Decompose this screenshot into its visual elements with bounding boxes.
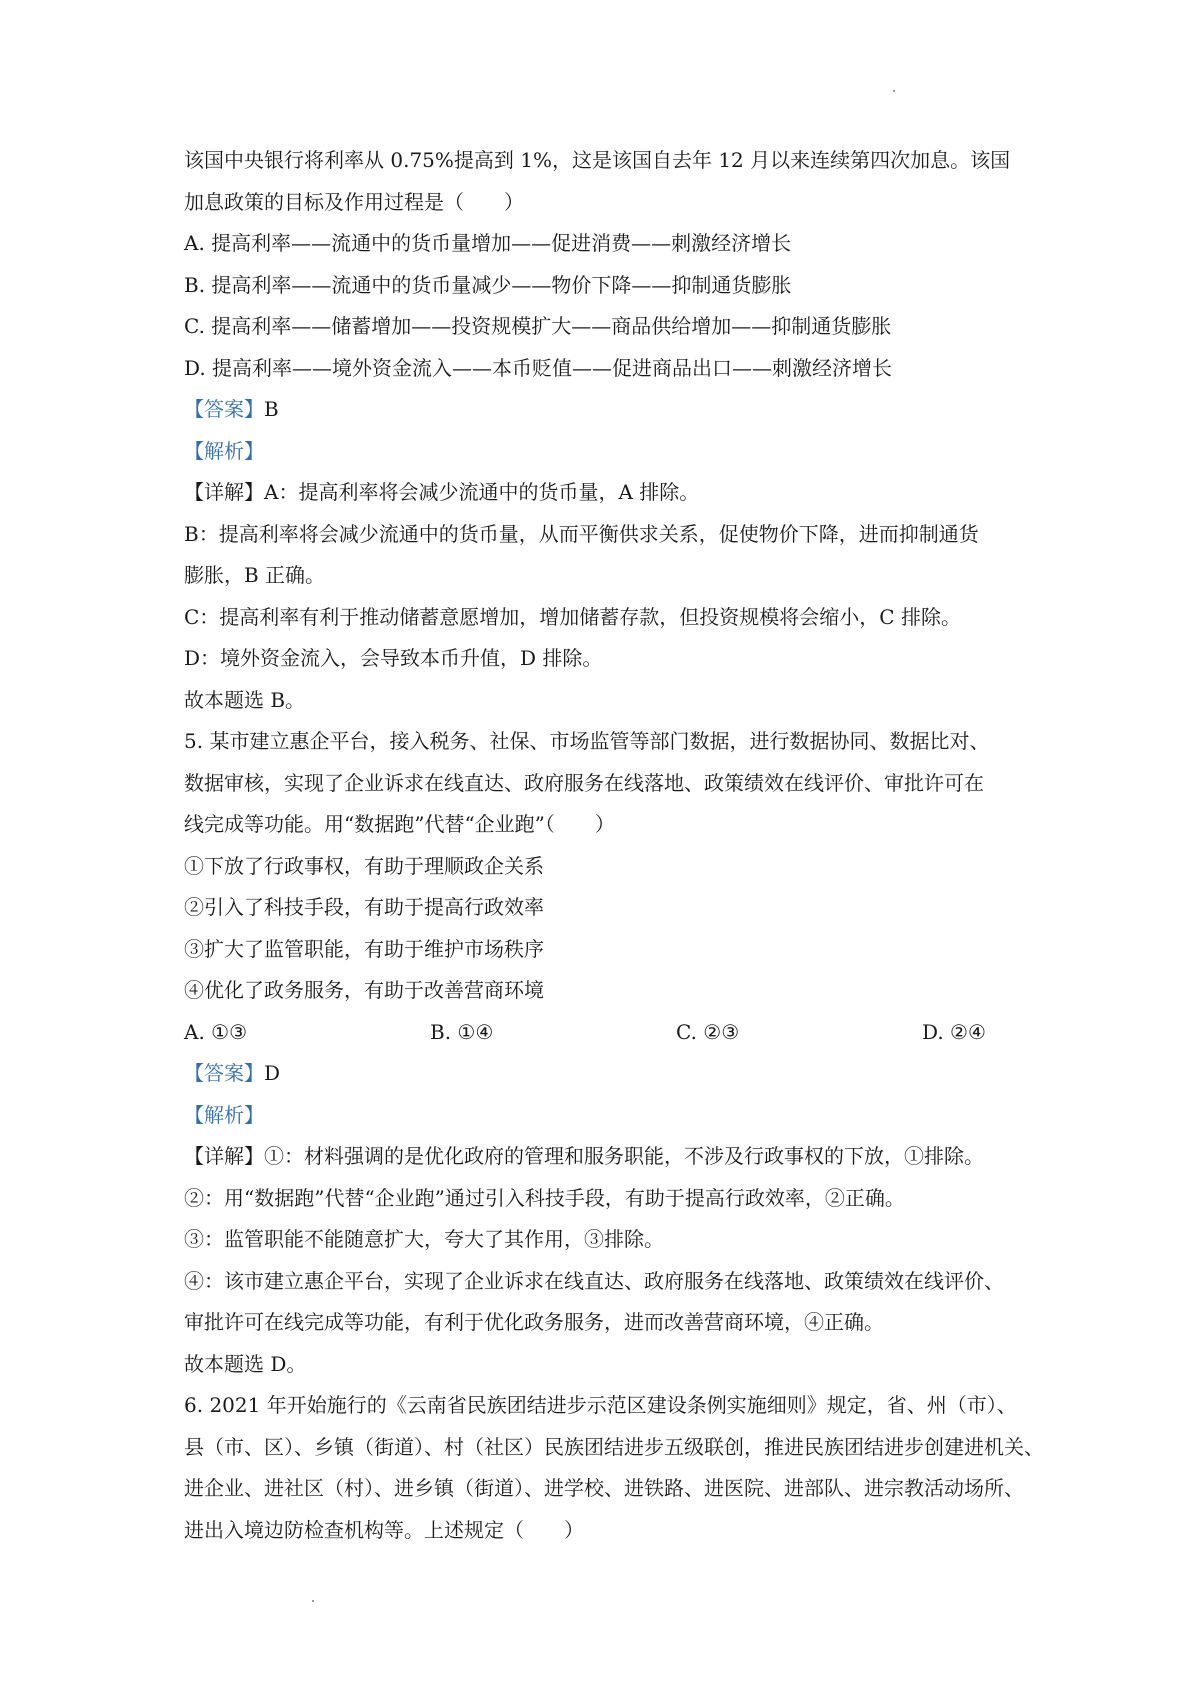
q4-analysis — [184, 431, 1034, 473]
q4-option-d: D. 提高利率——境外资金流入——本币贬值——促进商品出口——刺激经济增长 — [184, 355, 893, 380]
q5-item-4: ④优化了政务服务，有助于改善营商环境 — [184, 978, 544, 1002]
q5-detail-1 — [184, 1136, 1034, 1178]
detail-tag: 【详解】 — [184, 480, 264, 504]
q4-option-c: C. 提高利率——储蓄增加——投资规模扩大——商品供给增加——抑制通货膨胀 — [184, 314, 892, 338]
q6-stem-line4: 进出入境边防检查机构等。上述规定（ ） — [184, 1517, 584, 1542]
q5-detail-2: ②：用“数据跑”代替“企业跑”通过引入科技手段，有助于提高行政效率，②正确。 — [184, 1185, 905, 1210]
detail-text: ①：材料强调的是优化政府的管理和服务职能，不涉及行政事权的下放，①排除。 — [264, 1144, 984, 1168]
q5-detail-4-line2: 审批许可在线完成等功能，有利于优化政务服务，进而改善营商环境，④正确。 — [184, 1310, 884, 1334]
q5-stem-line2: 数据审核，实现了企业诉求在线直达、政府服务在线落地、政策绩效在线评价、审批许可在 — [184, 770, 984, 795]
q4-detail-d: D：境外资金流入，会导致本币升值，D 排除。 — [184, 646, 603, 670]
q5-answer — [184, 1053, 1034, 1095]
q4-stem-line1: 该国中央银行将利率从 0.75%提高到 1%，这是该国自去年 12 月以来连续第四次加息。该国 — [184, 148, 1011, 172]
top-speck — [893, 90, 895, 92]
q5-choice-b: B. ①④ — [430, 1019, 494, 1044]
analysis-tag: 【解析】 — [184, 438, 264, 463]
q6-stem-line2: 县（市、区）、乡镇（街道）、村（社区）民族团结进步五级联创，推进民族团结进步创建进机关、 — [184, 1434, 1044, 1459]
detail-text: A：提高利率将会减少流通中的货币量，A 排除。 — [264, 480, 700, 504]
analysis-tag: 【解析】 — [184, 1102, 264, 1127]
document-page — [184, 140, 1044, 1551]
q5-choices — [184, 1012, 1034, 1054]
answer-value: B — [264, 397, 279, 421]
q5-detail-3: ③：监管职能不能随意扩大，夸大了其作用，③排除。 — [184, 1227, 664, 1251]
answer-value: D — [264, 1061, 281, 1085]
q5-choice-d: D. ②④ — [922, 1019, 986, 1044]
q5-stem-line1: 5. 某市建立惠企平台，接入税务、社保、市场监管等部门数据，进行数据协同、数据比对、 — [184, 729, 990, 753]
q5-detail-4-line1: ④：该市建立惠企平台，实现了企业诉求在线直达、政府服务在线落地、政策绩效在线评价、 — [184, 1268, 1004, 1293]
q4-stem-line2: 加息政策的目标及作用过程是（ ） — [184, 189, 524, 214]
q4-detail-b-line2: 膨胀，B 正确。 — [184, 563, 326, 587]
q4-option-a: A. 提高利率——流通中的货币量增加——促进消费——刺激经济增长 — [184, 231, 792, 255]
q4-detail-b-line1: B：提高利率将会减少流通中的货币量，从而平衡供求关系，促使物价下降，进而抑制通货 — [184, 521, 979, 546]
q6-stem-line1: 6. 2021 年开始施行的《云南省民族团结进步示范区建设条例实施细则》规定，省、州（市）、 — [184, 1393, 1017, 1417]
answer-tag: 【答案】 — [184, 397, 264, 421]
q4-detail-c: C：提高利率有利于推动储蓄意愿增加，增加储蓄存款，但投资规模将会缩小，C 排除。 — [184, 604, 961, 629]
q6-stem-line3: 进企业、进社区（村）、进乡镇（街道）、进学校、进铁路、进医院、进部队、进宗教活动场所、 — [184, 1476, 1024, 1500]
q4-answer — [184, 389, 1034, 431]
q5-analysis — [184, 1095, 1034, 1137]
q5-stem-line3: 线完成等功能。用“数据跑”代替“企业跑”（ ） — [184, 812, 615, 836]
detail-tag: 【详解】 — [184, 1144, 264, 1168]
q5-choice-a: A. ①③ — [184, 1019, 248, 1044]
q5-item-3: ③扩大了监管职能，有助于维护市场秩序 — [184, 936, 544, 961]
q4-detail-a — [184, 472, 1034, 514]
q5-conclusion: 故本题选 D。 — [184, 1351, 307, 1376]
q5-item-1: ①下放了行政事权，有助于理顺政企关系 — [184, 853, 544, 878]
q4-conclusion: 故本题选 B。 — [184, 687, 306, 712]
bottom-speck — [312, 1600, 314, 1602]
answer-tag: 【答案】 — [184, 1061, 264, 1085]
q5-choice-c: C. ②③ — [676, 1019, 740, 1044]
q4-option-b: B. 提高利率——流通中的货币量减少——物价下降——抑制通货膨胀 — [184, 272, 792, 297]
q5-item-2: ②引入了科技手段，有助于提高行政效率 — [184, 895, 544, 919]
